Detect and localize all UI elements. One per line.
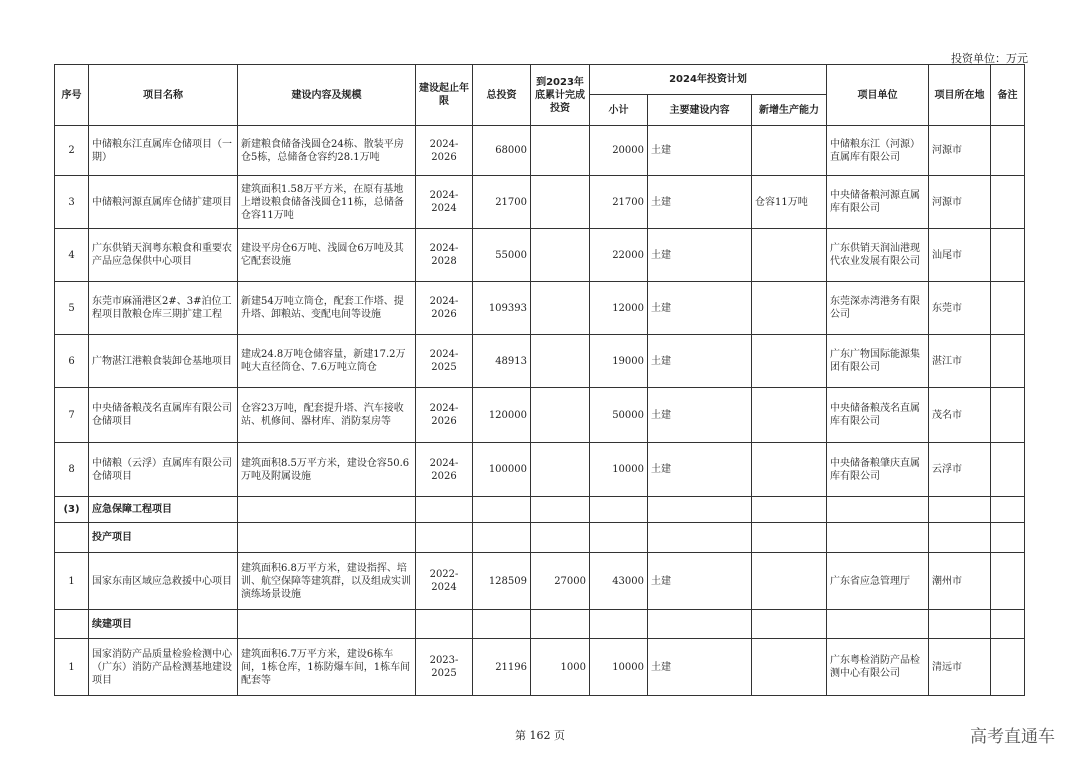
cell-seq: 5 bbox=[55, 282, 89, 335]
cell-location: 河源市 bbox=[929, 176, 991, 229]
cell-remark bbox=[991, 176, 1025, 229]
header-period: 建设起止年限 bbox=[416, 65, 473, 126]
cell-name: 中储粮河源直属库仓储扩建项目 bbox=[89, 176, 238, 229]
cell-capacity bbox=[752, 126, 827, 176]
cell-seq: 6 bbox=[55, 335, 89, 388]
cell-location: 河源市 bbox=[929, 126, 991, 176]
cell-name: 广物湛江港粮食装卸仓基地项目 bbox=[89, 335, 238, 388]
cell-subtotal: 19000 bbox=[590, 335, 648, 388]
header-capacity: 新增生产能力 bbox=[752, 95, 827, 126]
cell-unit: 广东广物国际能源集团有限公司 bbox=[827, 335, 929, 388]
table-row bbox=[55, 443, 1025, 497]
cell-done: 27000 bbox=[531, 553, 590, 610]
cell-capacity bbox=[752, 282, 827, 335]
header-remark: 备注 bbox=[991, 65, 1025, 126]
header-content: 建设内容及规模 bbox=[238, 65, 416, 126]
header-total: 总投资 bbox=[473, 65, 531, 126]
cell-name: 中储粮（云浮）直属库有限公司仓储项目 bbox=[89, 443, 238, 497]
cell-remark bbox=[991, 282, 1025, 335]
cell-name: 中储粮东江直属库仓储项目（一期） bbox=[89, 126, 238, 176]
cell-remark bbox=[991, 443, 1025, 497]
cell-capacity bbox=[752, 229, 827, 282]
cell-done bbox=[531, 176, 590, 229]
cell-done bbox=[531, 126, 590, 176]
cell-period: 2024-2026 bbox=[416, 388, 473, 443]
cell-capacity: 仓容11万吨 bbox=[752, 176, 827, 229]
cell-name: 国家消防产品质量检验检测中心（广东）消防产品检测基地建设项目 bbox=[89, 639, 238, 696]
cell-capacity bbox=[752, 553, 827, 610]
cell-period: 2024-2025 bbox=[416, 335, 473, 388]
cell-main: 土建 bbox=[648, 335, 752, 388]
cell-content: 新建54万吨立筒仓，配套工作塔、提升塔、卸粮站、变配电间等设施 bbox=[238, 282, 416, 335]
cell-name: 国家东南区域应急救援中心项目 bbox=[89, 553, 238, 610]
cell-unit: 中储粮东江（河源）直属库有限公司 bbox=[827, 126, 929, 176]
cell-remark bbox=[991, 553, 1025, 610]
cell-total: 68000 bbox=[473, 126, 531, 176]
cell-content: 新建粮食储备浅圆仓24栋、散装平房仓5栋，总储备仓容约28.1万吨 bbox=[238, 126, 416, 176]
subsection-title-continuing: 续建项目 bbox=[89, 610, 238, 639]
cell-seq: 7 bbox=[55, 388, 89, 443]
cell-subtotal: 10000 bbox=[590, 443, 648, 497]
page-number: 第 162 页 bbox=[515, 729, 565, 742]
cell-capacity bbox=[752, 639, 827, 696]
cell-total: 109393 bbox=[473, 282, 531, 335]
header-project-name: 项目名称 bbox=[89, 65, 238, 126]
cell-main: 土建 bbox=[648, 126, 752, 176]
cell-capacity bbox=[752, 335, 827, 388]
cell-main: 土建 bbox=[648, 443, 752, 497]
cell-capacity bbox=[752, 443, 827, 497]
cell-unit: 广东粤检消防产品检测中心有限公司 bbox=[827, 639, 929, 696]
cell-done bbox=[531, 388, 590, 443]
cell-content: 建筑面积8.5万平方米，建设仓容50.6万吨及附属设施 bbox=[238, 443, 416, 497]
table-row bbox=[55, 176, 1025, 229]
cell-content: 建成24.8万吨仓储容量，新建17.2万吨大直径筒仓、7.6万吨立筒仓 bbox=[238, 335, 416, 388]
cell-location: 茂名市 bbox=[929, 388, 991, 443]
cell-total: 48913 bbox=[473, 335, 531, 388]
cell-period: 2024-2024 bbox=[416, 176, 473, 229]
cell-total: 120000 bbox=[473, 388, 531, 443]
header-plan-2024: 2024年投资计划 bbox=[590, 65, 827, 95]
investment-table bbox=[54, 64, 1025, 696]
cell-total: 21700 bbox=[473, 176, 531, 229]
cell-total: 21196 bbox=[473, 639, 531, 696]
table-row bbox=[55, 282, 1025, 335]
cell-unit: 中央储备粮肇庆直属库有限公司 bbox=[827, 443, 929, 497]
cell-subtotal: 20000 bbox=[590, 126, 648, 176]
cell-main: 土建 bbox=[648, 176, 752, 229]
cell-main: 土建 bbox=[648, 388, 752, 443]
table-row bbox=[55, 229, 1025, 282]
cell-location: 潮州市 bbox=[929, 553, 991, 610]
cell-subtotal: 21700 bbox=[590, 176, 648, 229]
section-title: 应急保障工程项目 bbox=[89, 497, 238, 523]
cell-total: 55000 bbox=[473, 229, 531, 282]
cell-period: 2022-2024 bbox=[416, 553, 473, 610]
cell-capacity bbox=[752, 388, 827, 443]
cell-seq: 1 bbox=[55, 553, 89, 610]
cell-location: 清远市 bbox=[929, 639, 991, 696]
cell-done bbox=[531, 282, 590, 335]
cell-done bbox=[531, 229, 590, 282]
cell-main: 土建 bbox=[648, 229, 752, 282]
cell-name: 中央储备粮茂名直属库有限公司仓储项目 bbox=[89, 388, 238, 443]
header-seq: 序号 bbox=[55, 65, 89, 126]
cell-done bbox=[531, 443, 590, 497]
cell-subtotal: 12000 bbox=[590, 282, 648, 335]
cell-location: 汕尾市 bbox=[929, 229, 991, 282]
cell-name: 广东供销天润粤东粮食和重要农产品应急保供中心项目 bbox=[89, 229, 238, 282]
cell-total: 100000 bbox=[473, 443, 531, 497]
watermark: 高考直通车 bbox=[970, 727, 1055, 747]
cell-subtotal: 10000 bbox=[590, 639, 648, 696]
header-location: 项目所在地 bbox=[929, 65, 991, 126]
cell-seq: 8 bbox=[55, 443, 89, 497]
cell-content: 建筑面积6.7万平方米，建设6栋车间，1栋仓库，1栋防爆车间，1栋车间配套等 bbox=[238, 639, 416, 696]
section-seq: (3) bbox=[55, 497, 89, 523]
investment-unit-label: 投资单位：万元 bbox=[951, 52, 1028, 65]
header-unit: 项目单位 bbox=[827, 65, 929, 126]
cell-period: 2024-2026 bbox=[416, 282, 473, 335]
cell-total: 128509 bbox=[473, 553, 531, 610]
cell-period: 2024-2026 bbox=[416, 443, 473, 497]
cell-content: 建筑面积1.58万平方米，在原有基地上增设粮食储备浅圆仓11栋，总储备仓容11万吨 bbox=[238, 176, 416, 229]
header-completed: 到2023年底累计完成投资 bbox=[531, 65, 590, 126]
cell-remark bbox=[991, 126, 1025, 176]
cell-location: 东莞市 bbox=[929, 282, 991, 335]
cell-content: 建设平房仓6万吨、浅圆仓6万吨及其它配套设施 bbox=[238, 229, 416, 282]
cell-remark bbox=[991, 388, 1025, 443]
cell-unit: 东莞深赤湾港务有限公司 bbox=[827, 282, 929, 335]
cell-location: 云浮市 bbox=[929, 443, 991, 497]
cell-content: 仓容23万吨，配套提升塔、汽车接收站、机修间、器材库、消防泵房等 bbox=[238, 388, 416, 443]
cell-remark bbox=[991, 335, 1025, 388]
cell-subtotal: 43000 bbox=[590, 553, 648, 610]
cell-period: 2024-2028 bbox=[416, 229, 473, 282]
cell-unit: 中央储备粮河源直属库有限公司 bbox=[827, 176, 929, 229]
table-row bbox=[55, 335, 1025, 388]
cell-content: 建筑面积6.8万平方米，建设指挥、培训、航空保障等建筑群，以及组成实训演练场景设施 bbox=[238, 553, 416, 610]
header-subtotal: 小计 bbox=[590, 95, 648, 126]
cell-period: 2024-2026 bbox=[416, 126, 473, 176]
cell-seq: 4 bbox=[55, 229, 89, 282]
cell-unit: 广东省应急管理厅 bbox=[827, 553, 929, 610]
cell-seq: 1 bbox=[55, 639, 89, 696]
cell-seq: 2 bbox=[55, 126, 89, 176]
cell-subtotal: 50000 bbox=[590, 388, 648, 443]
cell-done: 1000 bbox=[531, 639, 590, 696]
cell-done bbox=[531, 335, 590, 388]
table-row bbox=[55, 553, 1025, 610]
cell-main: 土建 bbox=[648, 639, 752, 696]
table-row bbox=[55, 639, 1025, 696]
cell-location: 湛江市 bbox=[929, 335, 991, 388]
table-row bbox=[55, 388, 1025, 443]
cell-period: 2023-2025 bbox=[416, 639, 473, 696]
cell-unit: 中央储备粮茂名直属库有限公司 bbox=[827, 388, 929, 443]
cell-name: 东莞市麻涌港区2#、3#泊位工程项目散粮仓库三期扩建工程 bbox=[89, 282, 238, 335]
cell-subtotal: 22000 bbox=[590, 229, 648, 282]
table-row bbox=[55, 126, 1025, 176]
cell-main: 土建 bbox=[648, 282, 752, 335]
cell-unit: 广东供销天润汕港现代农业发展有限公司 bbox=[827, 229, 929, 282]
cell-remark bbox=[991, 229, 1025, 282]
cell-seq: 3 bbox=[55, 176, 89, 229]
subsection-title-completed: 投产项目 bbox=[89, 523, 238, 553]
cell-remark bbox=[991, 639, 1025, 696]
header-main-content: 主要建设内容 bbox=[648, 95, 752, 126]
cell-main: 土建 bbox=[648, 553, 752, 610]
